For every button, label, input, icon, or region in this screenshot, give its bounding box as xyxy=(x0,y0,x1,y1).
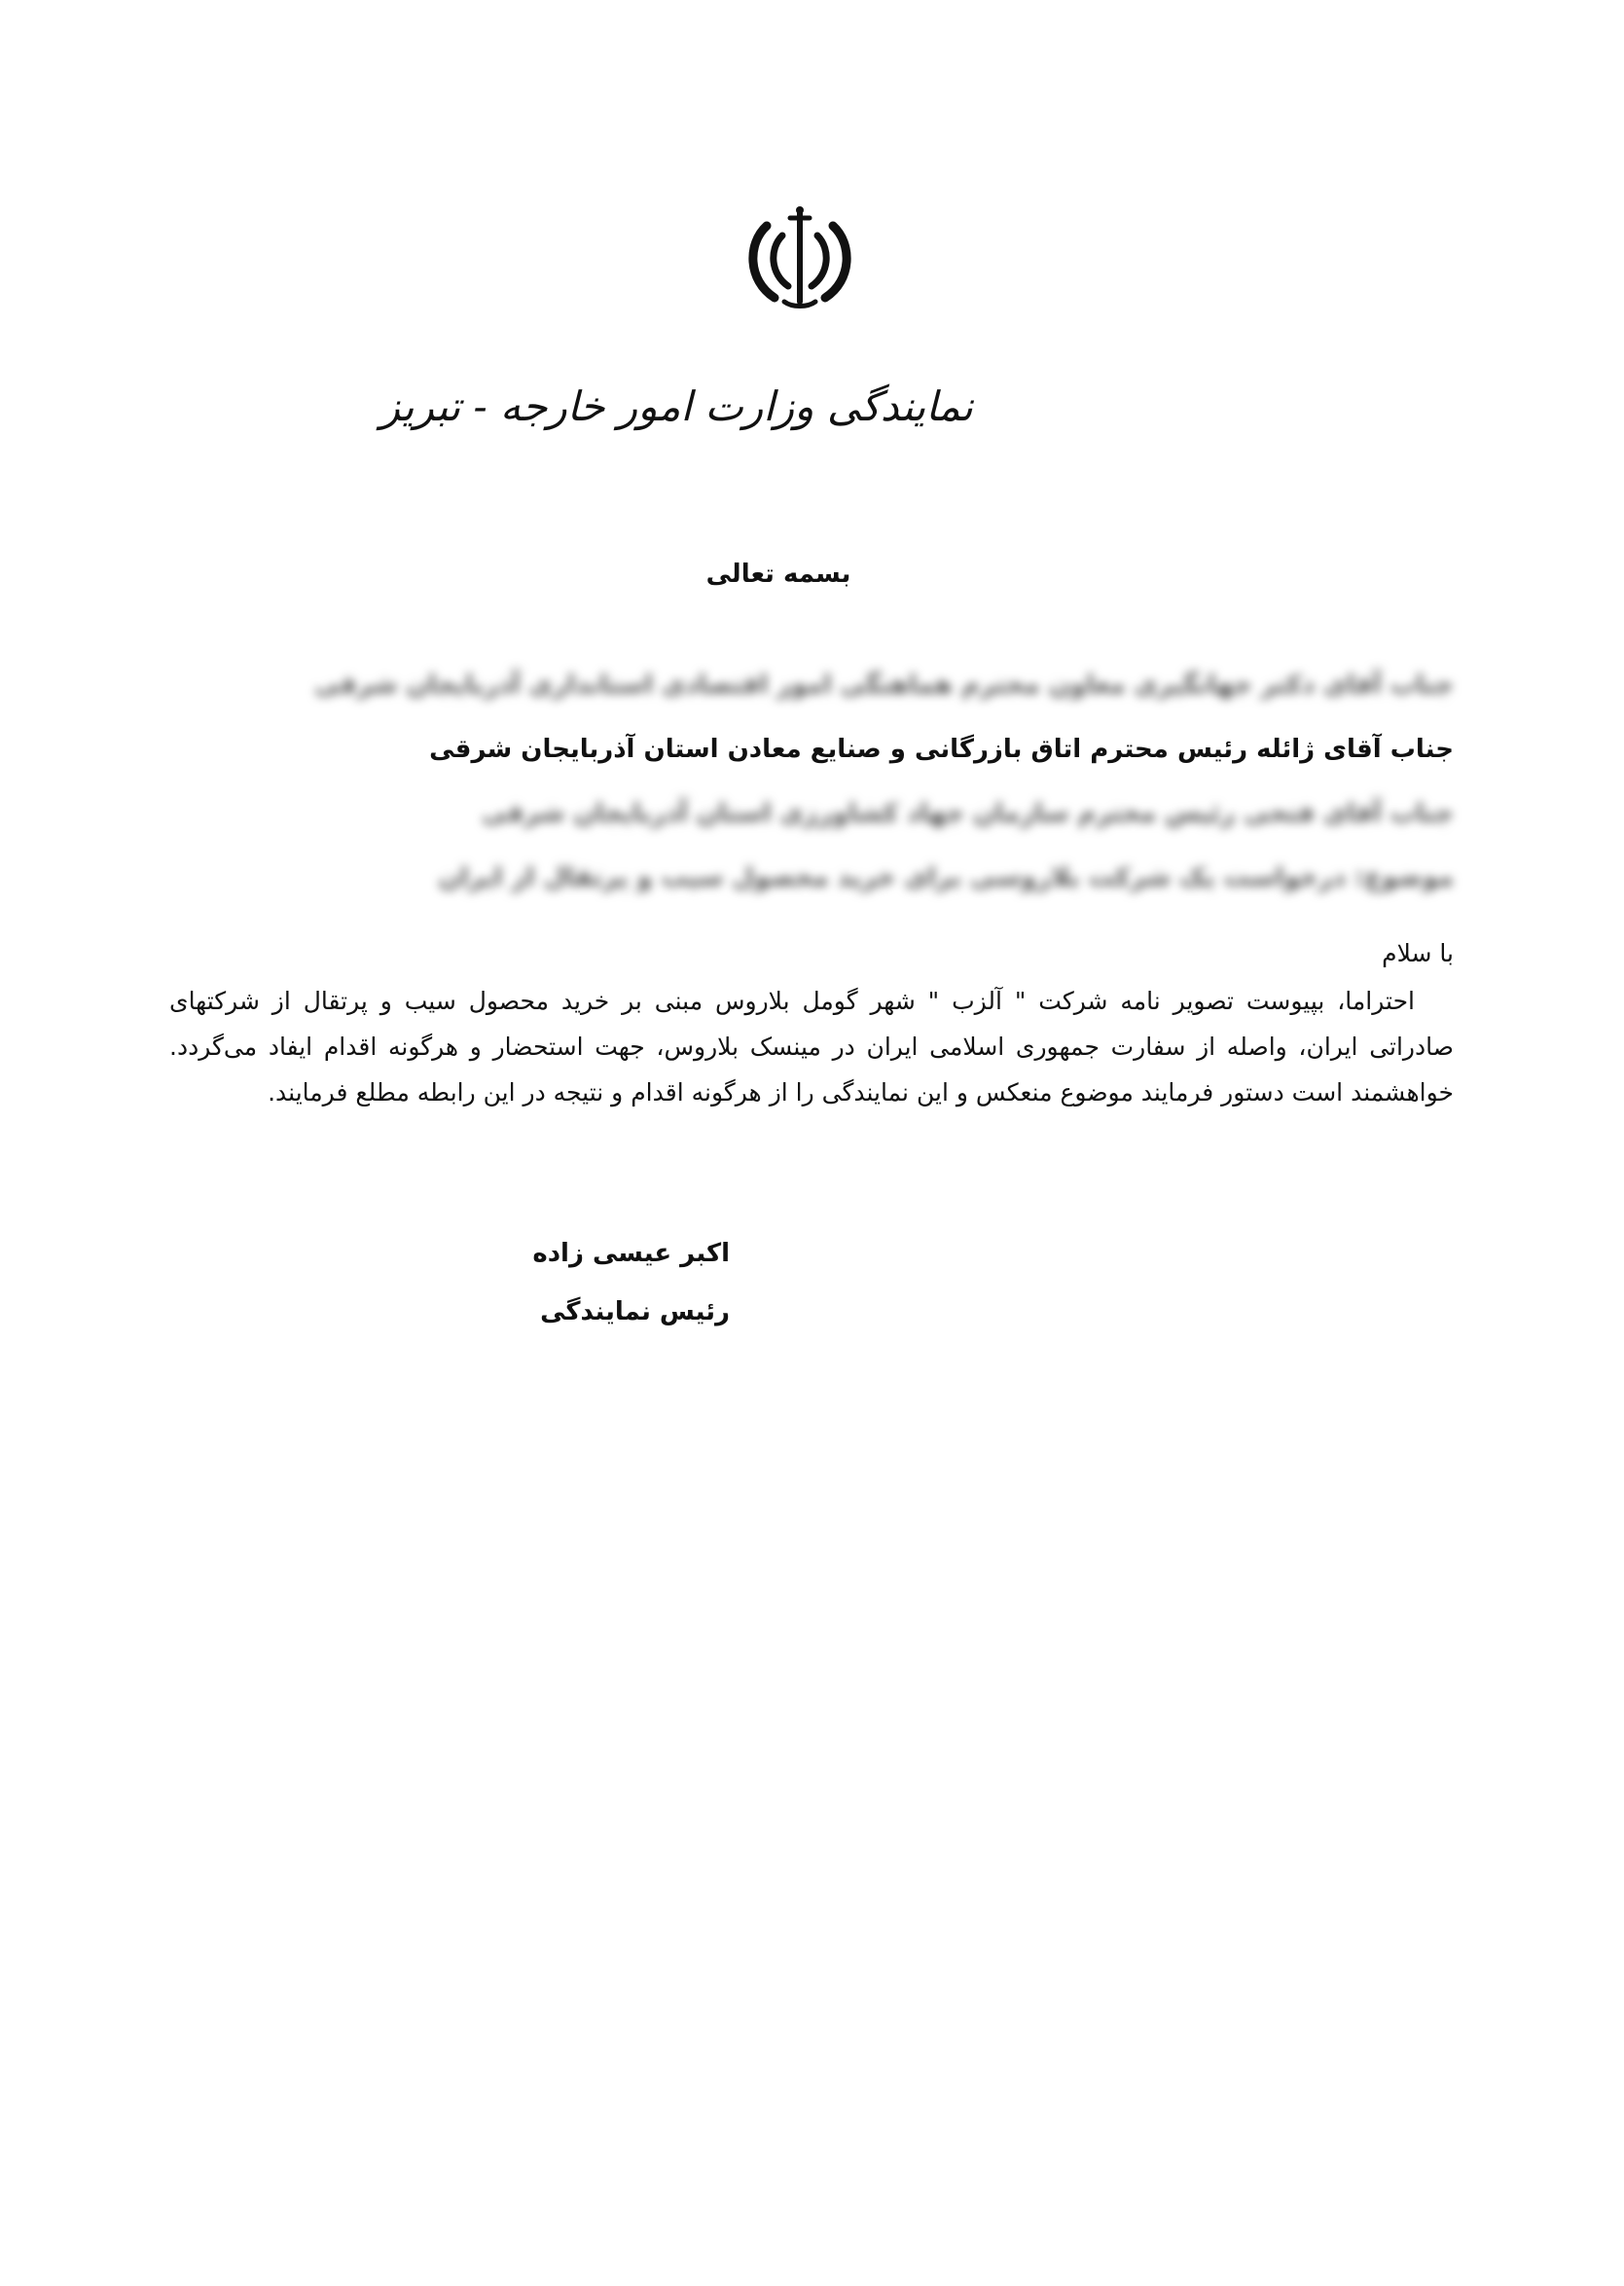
recipient-line-main: جناب آقای ژائله رئیس محترم اتاق بازرگانی و صنایع معادن استان آذربایجان شرقی xyxy=(429,735,1454,764)
letter-body: احتراما، بپیوست تصویر نامه شرکت " آلزب " شهر گومل بلاروس مبنی بر خرید محصول سیب و پرتقال از شرکتهای صادراتی ایران، واصله از سفارت جمهوری اسلامی ایران در مینسک بلاروس، جهت استحضار و هرگونه اقدام ایفاد می‌گردد. خواهشمند است دستور فرمایند موضوع منعکس و این نمایندگی را از هرگونه اقدام و نتیجه در این رابطه مطلع فرمایند. xyxy=(169,987,1454,1107)
recipient-line-blurred: جناب آقای دکتر جهانگیری معاون محترم هماهنگی امور اقتصادی استانداری آذربایجان شرقی xyxy=(314,671,1454,700)
greeting: با سلام xyxy=(1382,939,1454,967)
recipient-line-blurred: جناب آقای فتحی رئیس محترم سازمان جهاد کشاورزی استان آذربایجان شرقی xyxy=(482,799,1454,828)
signatory-title: رئیس نمایندگی xyxy=(540,1297,730,1326)
iran-emblem-icon xyxy=(745,204,854,313)
signature-block xyxy=(457,1224,730,1341)
signatory-name: اکبر عیسی زاده xyxy=(532,1239,730,1268)
subject-line-blurred: موضوع: درخواست یک شرکت بلاروسی برای خرید محصول سیب و پرتقال از ایران xyxy=(438,863,1454,892)
organization-title: نمایندگی وزارت امور خارجه - تبریز xyxy=(379,382,973,430)
invocation-heading: بسمه تعالی xyxy=(705,560,851,589)
